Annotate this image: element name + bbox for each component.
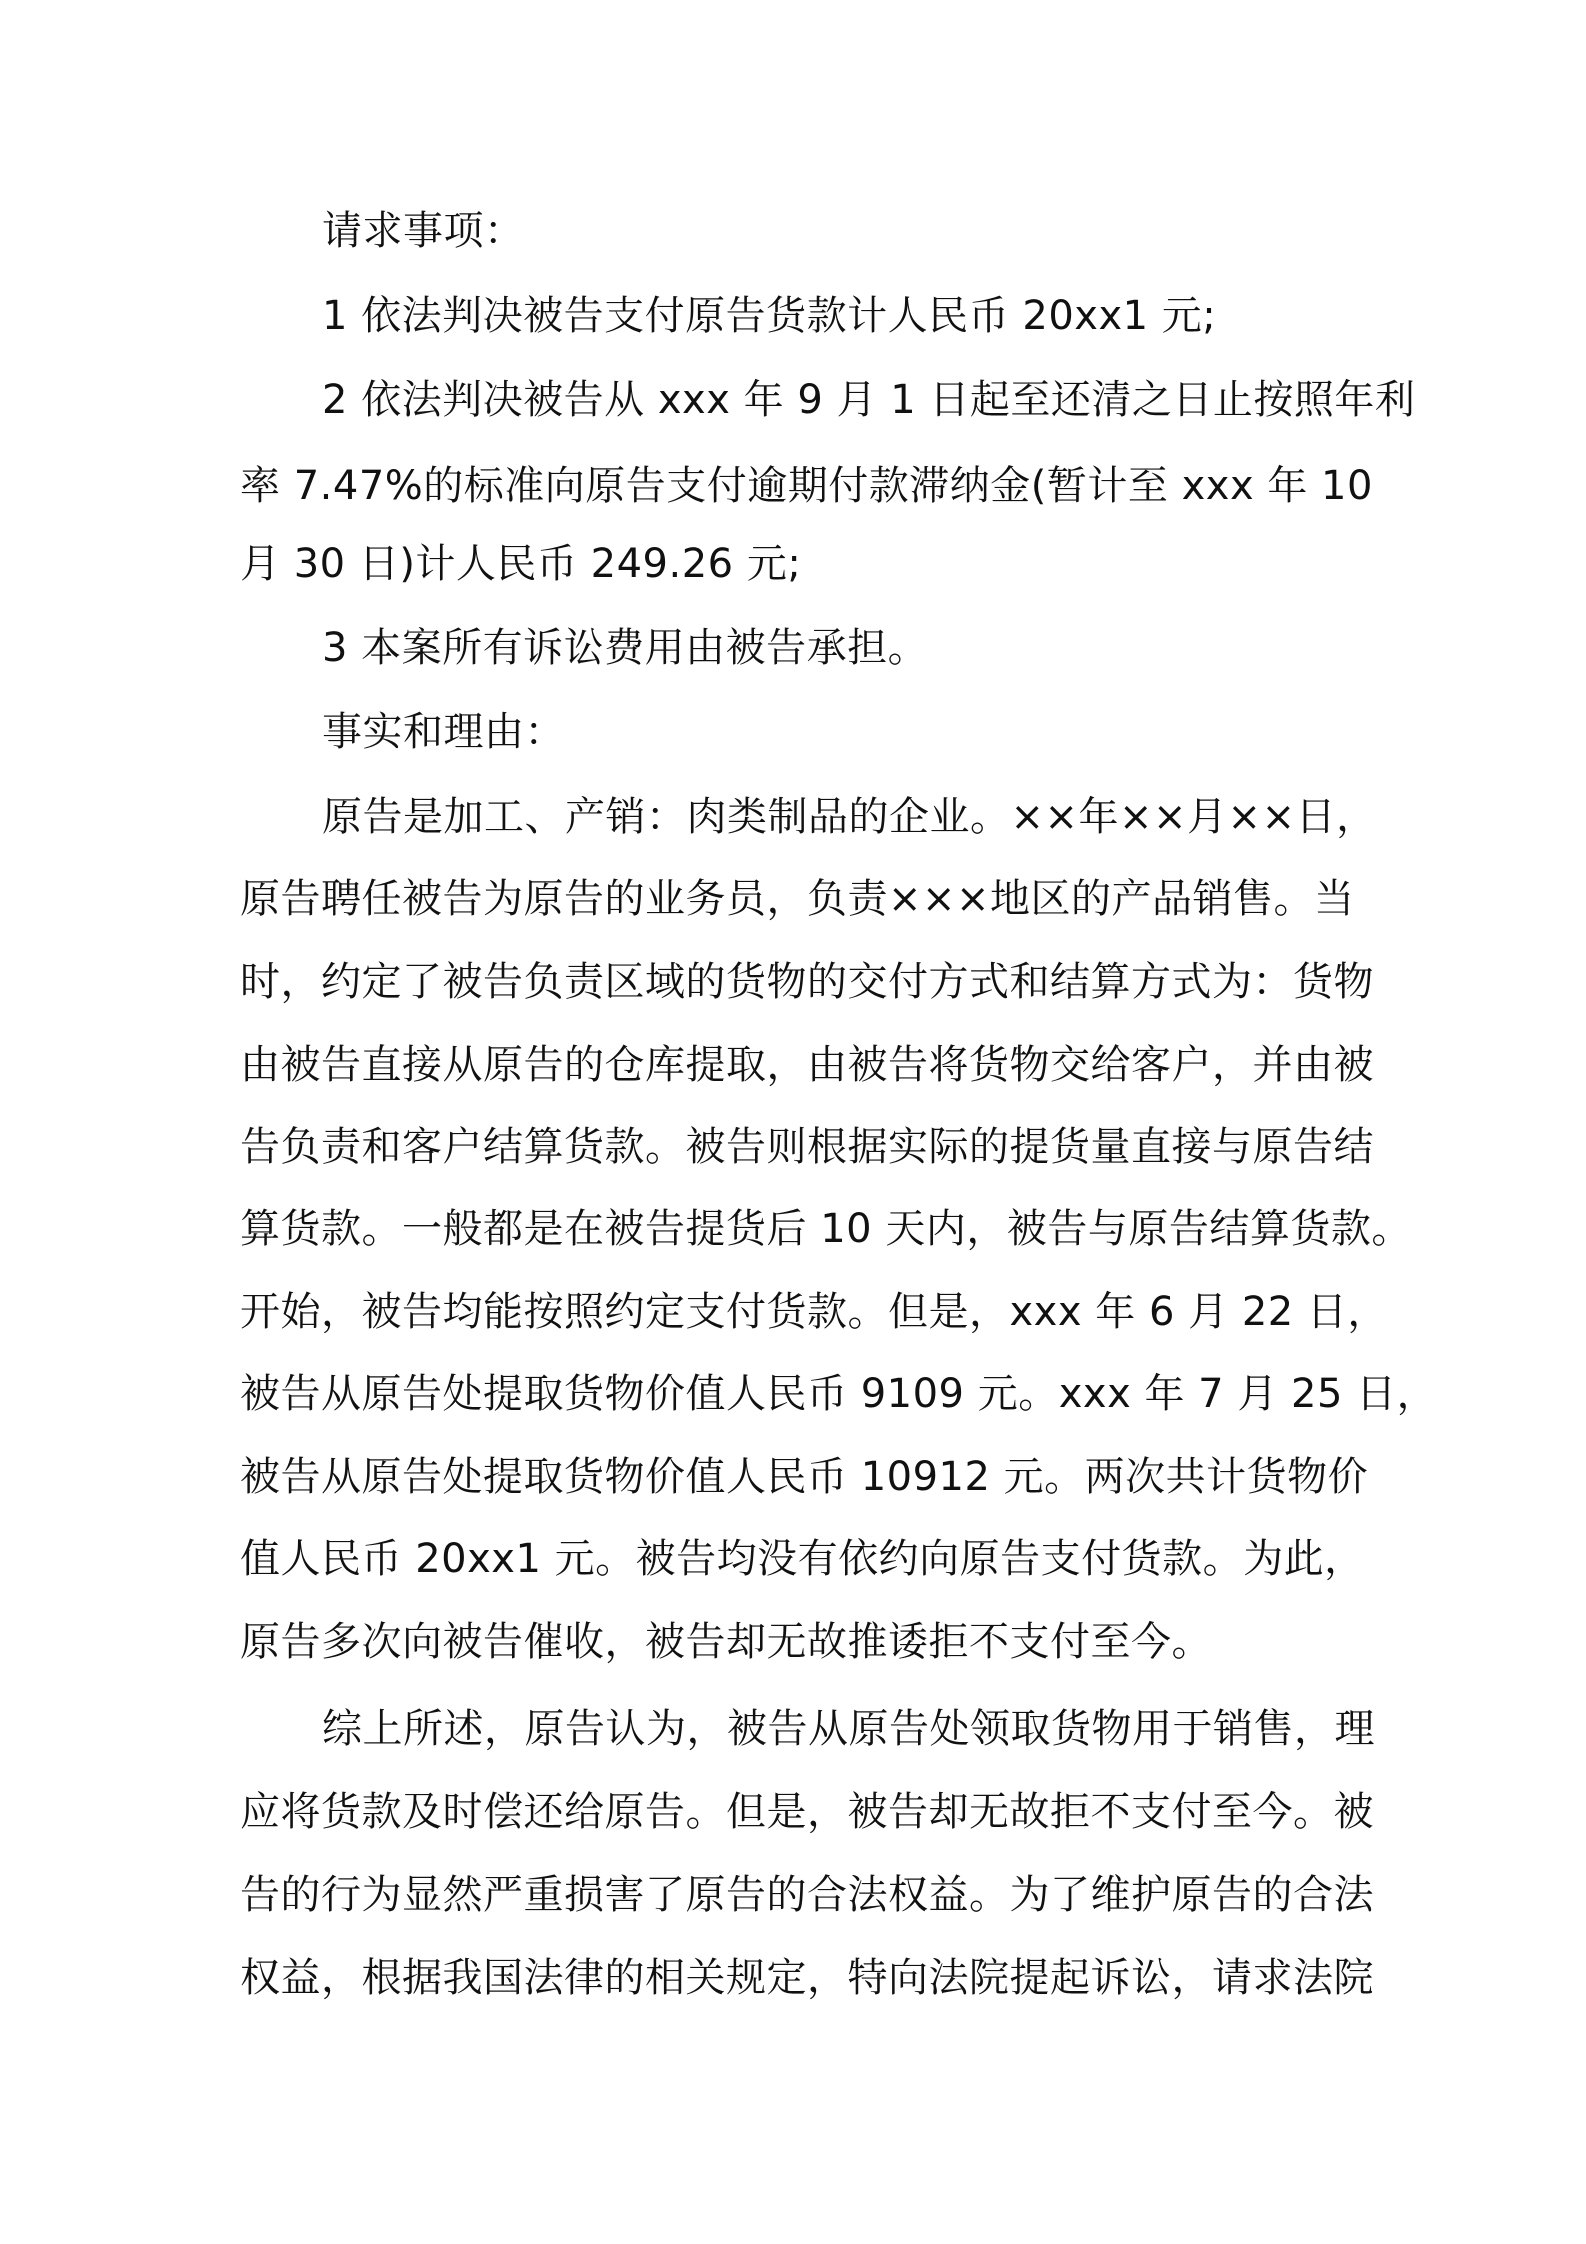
paragraph-line: 告的行为显然严重损害了原告的合法权益。为了维护原告的合法 <box>240 1872 1374 1918</box>
paragraph-line: 原告是加工、产销：肉类制品的企业。××年××月××日， <box>322 794 1377 840</box>
section-heading-facts: 事实和理由： <box>322 709 565 755</box>
section-heading-claims: 请求事项： <box>322 208 525 254</box>
claim-item-1: 1 依法判决被告支付原告货款计人民币 20xx1 元; <box>322 293 1217 339</box>
paragraph-line: 时，约定了被告负责区域的货物的交付方式和结算方式为：货物 <box>240 959 1374 1005</box>
paragraph-line: 值人民币 20xx1 元。被告均没有依约向原告支付货款。为此， <box>240 1536 1365 1582</box>
claim-item-2-continued: 月 30 日)计人民币 249.26 元; <box>240 541 802 587</box>
paragraph-line: 原告多次向被告催收，被告却无故推诿拒不支付至今。 <box>240 1619 1212 1665</box>
paragraph-line: 应将货款及时偿还给原告。但是，被告却无故拒不支付至今。被 <box>240 1789 1374 1835</box>
paragraph-line: 开始，被告均能按照约定支付货款。但是，xxx 年 6 月 22 日， <box>240 1289 1388 1335</box>
paragraph-line: 综上所述，原告认为，被告从原告处领取货物用于销售，理 <box>322 1706 1375 1752</box>
paragraph-line: 原告聘任被告为原告的业务员，负责×××地区的产品销售。当 <box>240 876 1355 922</box>
claim-item-2-continued: 率 7.47%的标准向原告支付逾期付款滞纳金(暂计至 xxx 年 10 <box>240 463 1373 509</box>
paragraph-line: 被告从原告处提取货物价值人民币 10912 元。两次共计货物价 <box>240 1454 1369 1500</box>
claim-item-3: 3 本案所有诉讼费用由被告承担。 <box>322 625 929 671</box>
paragraph-line: 告负责和客户结算货款。被告则根据实际的提货量直接与原告结 <box>240 1124 1374 1170</box>
paragraph-line: 由被告直接从原告的仓库提取，由被告将货物交给客户，并由被 <box>240 1042 1374 1088</box>
paragraph-line: 被告从原告处提取货物价值人民币 9109 元。xxx 年 7 月 25 日， <box>240 1371 1438 1417</box>
paragraph-line: 算货款。一般都是在被告提货后 10 天内，被告与原告结算货款。 <box>240 1206 1412 1252</box>
paragraph-line: 权益，根据我国法律的相关规定，特向法院提起诉讼，请求法院 <box>240 1955 1374 2001</box>
claim-item-2: 2 依法判决被告从 xxx 年 9 月 1 日起至还清之日止按照年利 <box>322 377 1416 423</box>
